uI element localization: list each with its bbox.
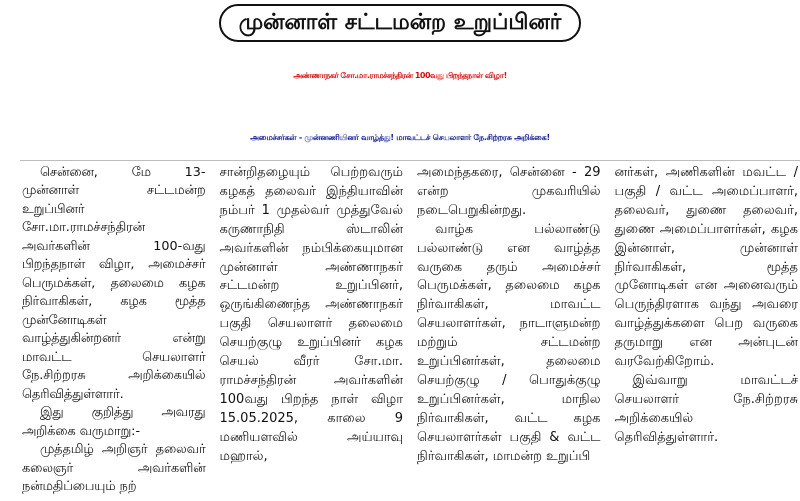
kicker-banner [0,4,800,42]
article-paragraph: வாழ்க பல்லாண்டு பல்லாண்டு என வாழ்த்த வருகை தரும் அமைச்சர் பெருமக்கள், தலைமை கழக நிர்வாகிகள், மாவட்ட செயலாளர்கள், நாடாளுமன்ற மற்றும் சட்டமன்ற உறுப்பினர்கள், தலைமை செயற்குழு / பொதுக்குழு உறுப்பினர்கள், மாநில நிர்வாகிகள், வட்ட கழக செயலாளர்கள் பகுதி & வட்ட நிர்வாகிகள், மாமன்ற உறுப்பி [417,221,601,464]
article-paragraph: இது குறித்து அவரது அறிக்கை வருமாறு:- [22,405,206,439]
article-column-2 [218,164,406,501]
article-column-4 [613,164,800,501]
article-paragraph: சான்றிதழையும் பெற்றவரும் கழகத் தலைவர் இந்தியாவின் நம்பர் 1 முதல்வர் முத்துவேல் கருணாநிதி ஸ்டாலின் அவர்களின் நம்பிக்கையுமான முன்னாள் அண்ணாநகர் சட்டமன்ற உறுப்பினர், ஒருங்கிணைந்த அண்ணாநகர் பகுதி செயலாளர் தலைமை செயற்குழு உறுப்பினர் கழக செயல் வீரர் சோ.மா. ராமச்சந்திரன் அவர்களின் 100வது பிறந்த நாள் விழா 15.05.2025, காலை 9 மணியளவில் அய்யாவு மஹால், [219,165,403,464]
divider [20,160,800,161]
article-body [20,164,800,501]
article-paragraph: அமைந்தகரை, சென்னை - 29 என்ற முகவரியில் நடைபெறுகின்றது. [417,165,601,218]
kicker-text: முன்னாள் சட்டமன்ற உறுப்பினர் [219,4,582,42]
article-paragraph: முத்தமிழ் அறிஞர் தலைவர் கலைஞர் அவர்களின் நன்மதிப்பையும் நற் [22,442,206,495]
article-column-1 [20,164,208,501]
subheadline: அமைச்சர்கள் - முன்னணியினர் வாழ்த்து! மாவட்டச் செயலாளர் நே.சிற்றரசு அறிக்கை! [250,133,550,142]
article-paragraph: இவ்வாறு மாவட்டச் செயலாளர் நே.சிற்றரசு அறிக்கையில் தெரிவித்துள்ளார். [614,372,798,445]
article-paragraph: னர்கள், அணிகளின் மவட்ட / பகுதி / வட்ட அமைப்பாளர், தலைவர், துணை தலைவர், துணை அமைப்பாளர்கள், கழக இன்னாள், முன்னாள் நிர்வாகிகள், மூத்த முனோடிகள் என அனைவரும் பெருந்திரளாக வந்து அவரை வாழ்த்துக்களை பெற வருகை தருமாறு என அன்புடன் வரவேற்கிறோம். [614,165,798,370]
article-column-3 [415,164,603,501]
article-paragraph: சென்னை, மே 13- முன்னாள் சட்டமன்ற உறுப்பினர் சோ.மா.ராமச்சந்திரன் அவர்களின் 100-வது பிறந்தநாள் விழா, அமைச்சர் பெருமக்கள், தலைமை கழக நிர்வாகிகள், கழக மூத்த முன்னோடிகள் வாழ்த்துகின்றனர் என்று மாவட்ட செயலாளர் நே.சிற்றரசு அறிக்கையில் தெரிவித்துள்ளார். [22,165,206,402]
headline: அண்ணாநகர் சோ.மா.ராமச்சந்திரன் 100வது பிறந்தநாள் விழா! [293,71,507,80]
